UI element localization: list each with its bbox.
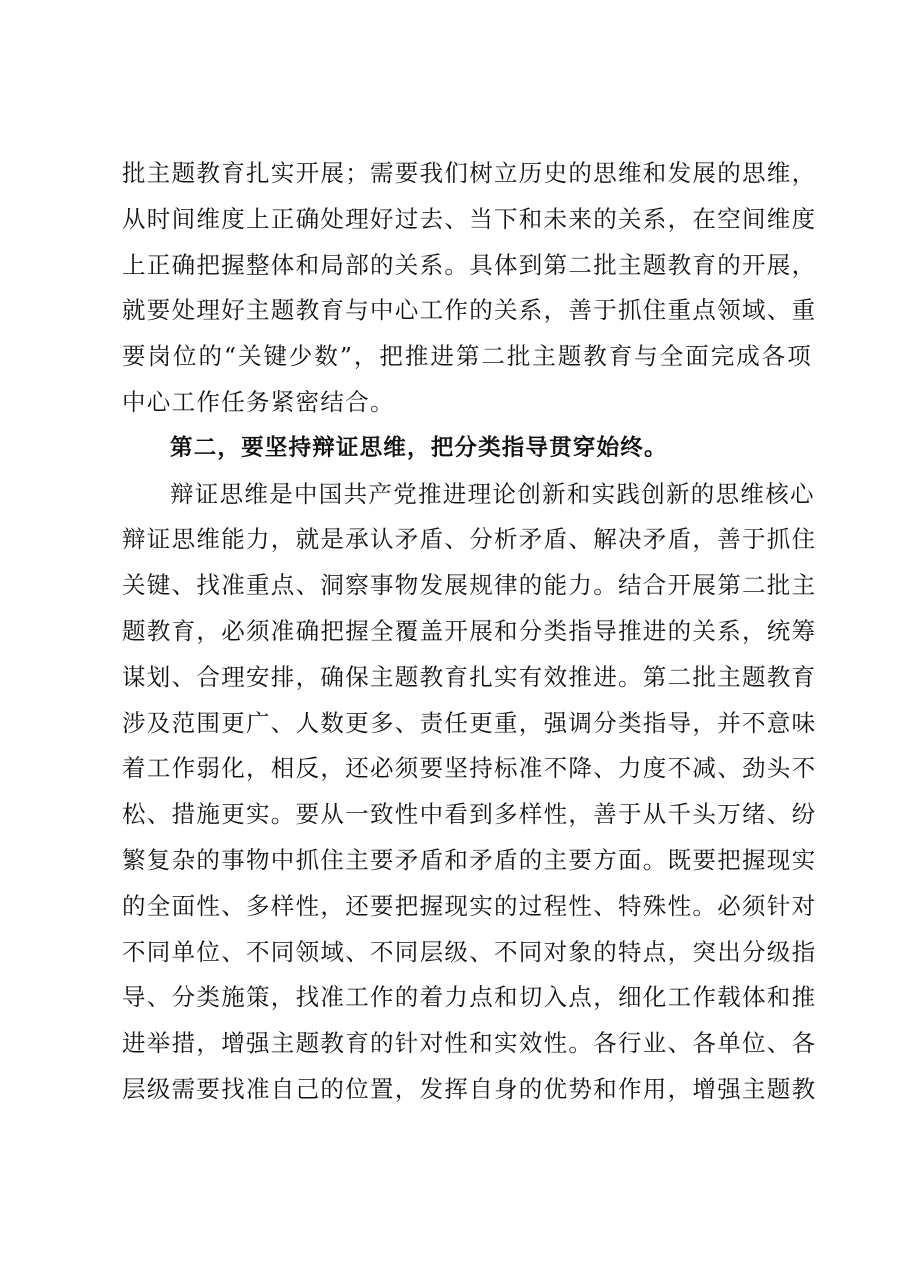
paragraph-line: 涉及范围更广、人数更多、责任更重，强调分类指导，并不意味 [122, 708, 817, 737]
paragraph-line: 中心工作任务紧密结合。 [122, 387, 395, 416]
paragraph-line: 就要处理好主题教育与中心工作的关系，善于抓住重点领域、重 [122, 296, 817, 325]
paragraph-line: 关键、找准重点、洞察事物发展规律的能力。结合开展第二批主 [122, 571, 817, 600]
paragraph-line: 谋划、合理安排，确保主题教育扎实有效推进。第二批主题教育 [122, 662, 817, 691]
paragraph-line: 上正确把握整体和局部的关系。具体到第二批主题教育的开展， [122, 250, 817, 279]
paragraph-line: 不同单位、不同领域、不同层级、不同对象的特点，突出分级指 [122, 937, 817, 966]
paragraph-line: 要岗位的“关键少数”，把推进第二批主题教育与全面完成各项 [122, 342, 812, 371]
document-body [122, 151, 817, 1113]
paragraph-line: 着工作弱化，相反，还必须要坚持标准不降、力度不减、劲头不 [122, 754, 817, 783]
paragraph-line: 的全面性、多样性，还要把握现实的过程性、特殊性。必须针对 [122, 891, 817, 920]
paragraph-line: 辩证思维能力，就是承认矛盾、分析矛盾、解决矛盾，善于抓住 [122, 525, 817, 554]
paragraph-line: 进举措，增强主题教育的针对性和实效性。各行业、各单位、各 [122, 1029, 817, 1058]
paragraph-line: 批主题教育扎实开展；需要我们树立历史的思维和发展的思维， [122, 159, 817, 187]
paragraph-line: 导、分类施策，找准工作的着力点和切入点，细化工作载体和推 [122, 983, 817, 1012]
paragraph-1 [122, 151, 817, 426]
paragraph-line: 从时间维度上正确处理好过去、当下和未来的关系，在空间维度 [122, 204, 817, 233]
section-heading: 第二，要坚持辩证思维，把分类指导贯穿始终。 [170, 434, 668, 461]
paragraph-line: 辩证思维是中国共产党推进理论创新和实践创新的思维核心 [170, 479, 815, 508]
paragraph-line: 松、措施更实。要从一致性中看到多样性，善于从千头万绪、纷 [122, 800, 817, 829]
paragraph-line: 层级需要找准自己的位置，发挥自身的优势和作用，增强主题教 [122, 1074, 817, 1103]
paragraph-line: 繁复杂的事物中抓住主要矛盾和矛盾的主要方面。既要把握现实 [122, 845, 817, 874]
paragraph-line: 题教育，必须准确把握全覆盖开展和分类指导推进的关系，统筹 [122, 616, 817, 645]
paragraph-2 [122, 472, 817, 1113]
